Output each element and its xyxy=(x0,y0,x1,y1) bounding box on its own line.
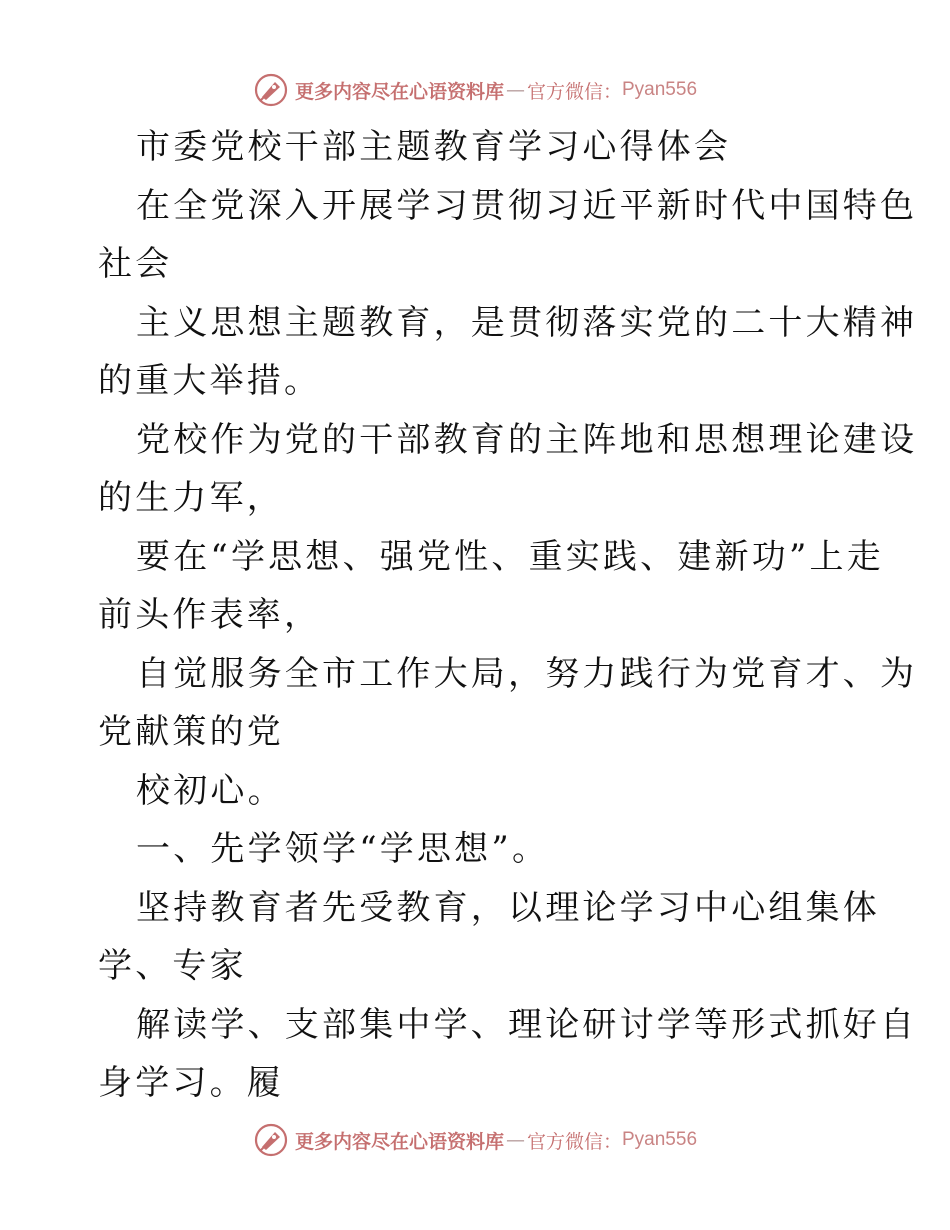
text-line: 的重大举措。 xyxy=(98,361,322,401)
text-line: 身学习。履 xyxy=(98,1063,284,1103)
text-line: 市委党校干部主题教育学习心得体会 xyxy=(136,127,732,167)
text-line: 在全党深入开展学习贯彻习近平新时代中国特色 xyxy=(136,185,918,226)
text-line: 党献策的党 xyxy=(98,712,284,752)
pen-nib-logo-icon xyxy=(253,72,289,108)
document-body xyxy=(98,118,918,1113)
banner-separator: — xyxy=(505,1129,525,1151)
text-line: 自觉服务全市工作大局，努力践行为党育才、为 xyxy=(136,653,918,694)
banner-brand-text: 更多内容尽在心语资料库 xyxy=(294,80,504,103)
text-line: 党校作为党的干部教育的主阵地和思想理论建设 xyxy=(136,419,918,460)
banner-wechat-label: 官方微信： xyxy=(526,80,622,103)
text-line: 学、专家 xyxy=(98,946,247,986)
text-line: 社会 xyxy=(98,244,173,284)
text-line: 解读学、支部集中学、理论研讨学等形式抓好自 xyxy=(136,1004,918,1045)
text-line: 前头作表率， xyxy=(98,595,322,635)
footer-watermark-banner xyxy=(0,1120,950,1160)
text-line: 主义思想主题教育，是贯彻落实党的二十大精神 xyxy=(136,302,918,343)
text-line: 坚持教育者先受教育，以理论学习中心组集体 xyxy=(136,887,880,928)
text-line: 的生力军， xyxy=(98,478,284,518)
text-line: 校初心。 xyxy=(136,770,285,811)
banner-wechat-id: Pyan556 xyxy=(622,79,698,100)
header-watermark-banner xyxy=(0,70,950,110)
banner-wechat-id: Pyan556 xyxy=(622,1129,698,1150)
banner-separator: — xyxy=(505,79,525,101)
text-line: 一、先学领学“学思想”。 xyxy=(136,829,550,869)
pen-nib-logo-icon xyxy=(253,1122,289,1158)
text-line: 要在“学思想、强党性、重实践、建新功”上走 xyxy=(136,536,884,577)
banner-wechat-label: 官方微信： xyxy=(526,1130,622,1153)
banner-brand-text: 更多内容尽在心语资料库 xyxy=(294,1130,504,1153)
